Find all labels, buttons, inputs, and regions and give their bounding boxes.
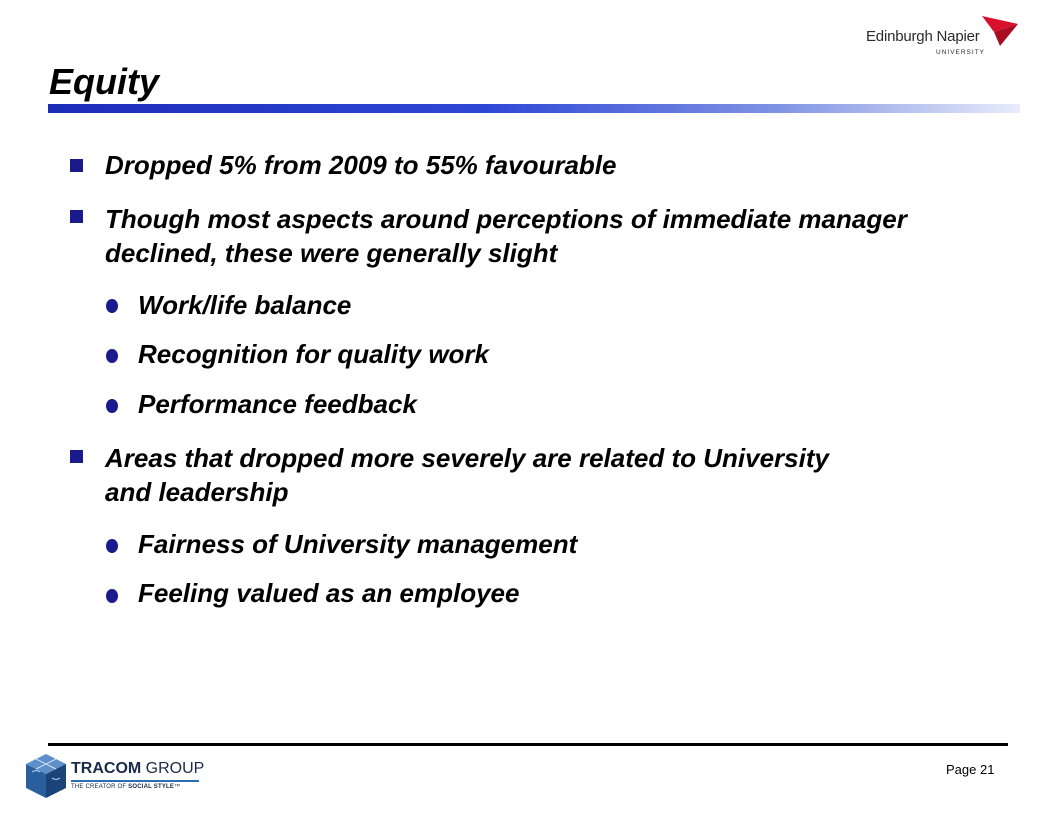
tracom-group-label: GROUP: [141, 760, 205, 777]
tracom-name: TRACOM: [71, 760, 142, 777]
sub-bullet-item: Recognition for quality work: [138, 339, 490, 369]
sub-bullet-item: Feeling valued as an employee: [138, 578, 520, 608]
bullet-item: Dropped 5% from 2009 to 55% favourable: [105, 150, 617, 180]
sub-bullet-item: Work/life balance: [138, 290, 352, 320]
square-bullet-icon: [70, 210, 83, 223]
tracom-tagline-prefix: THE CREATOR OF: [71, 784, 129, 790]
tracom-tagline: [71, 784, 180, 790]
tracom-tagline-brand: SOCIAL STYLE: [128, 784, 175, 790]
tracom-wordmark: [71, 760, 204, 778]
tracom-cube-icon: [24, 752, 68, 800]
tracom-trademark: ™: [174, 784, 181, 790]
round-bullet-icon: [106, 349, 118, 363]
title-underline: [48, 104, 1020, 113]
round-bullet-icon: [106, 399, 118, 413]
sub-bullet-item: Performance feedback: [138, 389, 417, 419]
round-bullet-icon: [106, 589, 118, 603]
tracom-underline: [71, 780, 199, 782]
napier-flag-icon: [980, 14, 1020, 48]
round-bullet-icon: [106, 539, 118, 553]
footer-divider: [48, 743, 1008, 746]
round-bullet-icon: [106, 299, 118, 313]
bullet-item: Though most aspects around perceptions of immediate manager declined, these were generally slight: [105, 204, 907, 268]
bullet-item: Areas that dropped more severely are related to University and leadership: [105, 443, 829, 507]
napier-wordmark: Edinburgh Napier: [866, 28, 980, 45]
sub-bullet-item: Fairness of University management: [138, 529, 578, 559]
page-number: Page 21: [946, 762, 995, 777]
napier-subtitle: UNIVERSITY: [936, 49, 986, 56]
square-bullet-icon: [70, 159, 83, 172]
slide-title: Equity: [49, 61, 160, 102]
edinburgh-napier-logo: [862, 14, 1022, 66]
square-bullet-icon: [70, 450, 83, 463]
tracom-group-logo: [24, 752, 214, 804]
